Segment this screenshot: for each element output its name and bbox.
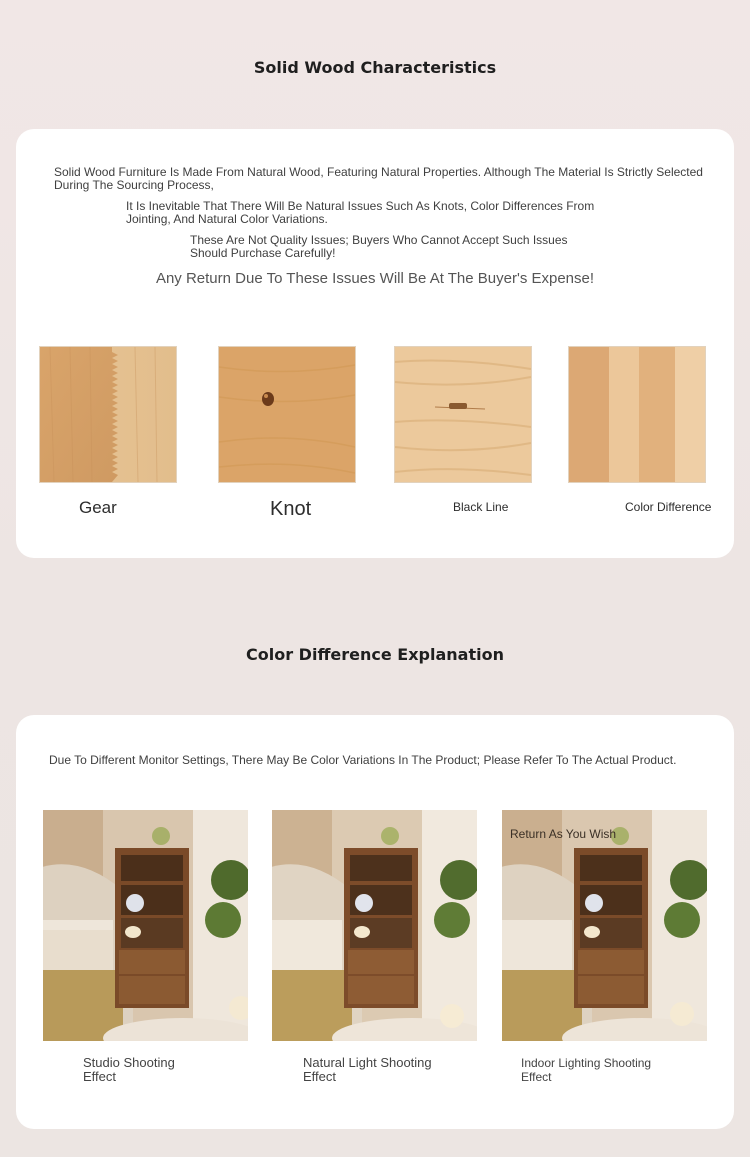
gear-label: Gear [79,498,117,517]
natural-light-shooting-label: Natural Light Shooting Effect [303,1055,432,1084]
indoor-lighting-shooting-photo [502,810,707,1041]
section-title-color-difference: Color Difference Explanation [246,645,504,664]
studio-shooting-photo [43,810,248,1041]
natural-issues-paragraph: It Is Inevitable That There Will Be Natural Issues Such As Knots, Color Differences From Jointing, And Natural Color Variations. [126,199,595,226]
black-line-sample-image [394,346,532,483]
natural-light-shooting-photo [272,810,477,1041]
color-difference-label: Color Difference [625,500,712,514]
intro-paragraph: Solid Wood Furniture Is Made From Natural Wood, Featuring Natural Properties. Although The Material Is Strictly Selected During The Sourcing Process, [54,165,703,192]
solid-wood-card [16,129,734,558]
section-title-solid-wood: Solid Wood Characteristics [253,58,497,77]
black-line-label: Black Line [453,500,509,514]
return-warning: Any Return Due To These Issues Will Be At The Buyer's Expense! [155,270,595,287]
indoor-lighting-shooting-label: Indoor Lighting Shooting Effect [521,1056,652,1084]
quality-note-paragraph: These Are Not Quality Issues; Buyers Who Cannot Accept Such Issues Should Purchase Carefully! [190,233,568,260]
color-difference-card [16,715,734,1129]
color-difference-sample-image [568,346,706,483]
monitor-note: Due To Different Monitor Settings, There May Be Color Variations In The Product; Please Refer To The Actual Product. [49,753,677,767]
knot-label: Knot [270,498,312,520]
studio-shooting-label: Studio Shooting Effect [83,1055,175,1084]
knot-sample-image [218,346,356,483]
return-as-you-wish-overlay: Return As You Wish [510,827,617,841]
gear-sample-image [39,346,177,483]
